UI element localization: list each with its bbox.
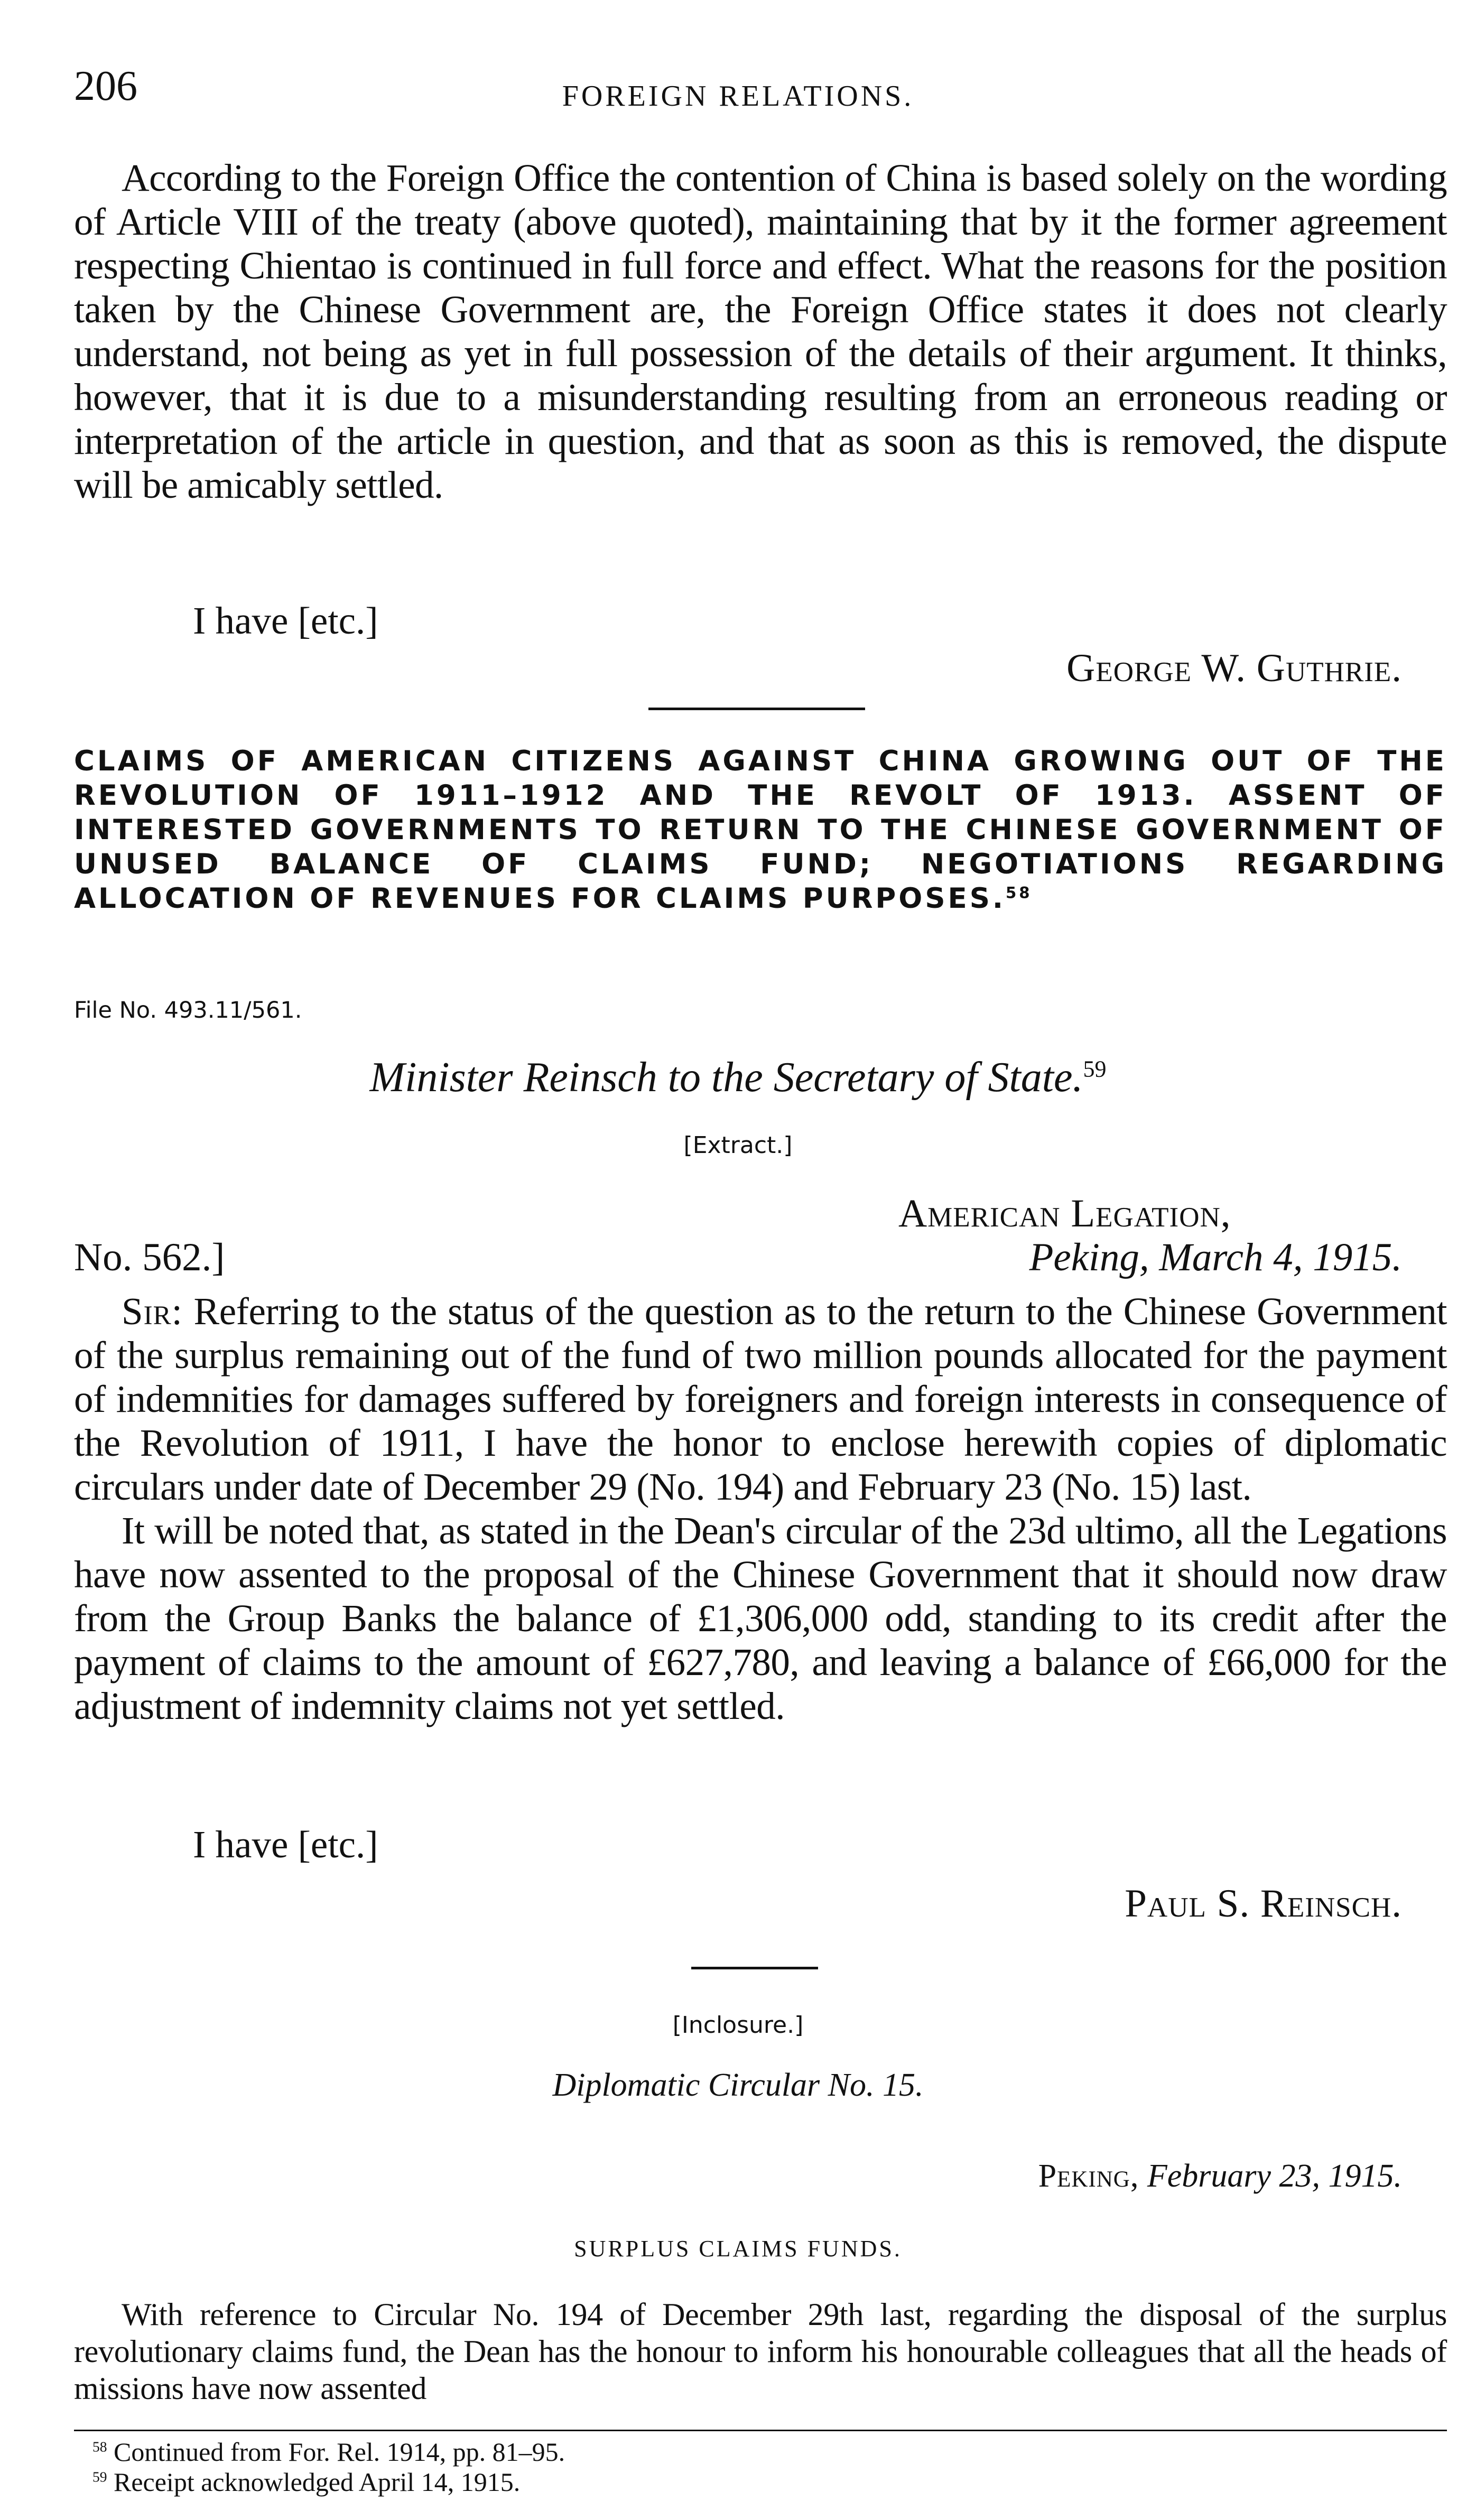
opening-text-block (74, 156, 1447, 507)
letter-paragraph-2: It will be noted that, as stated in the Dean's circular of the 23d ultimo, all the Legations have now assented to the proposal of the Chinese Government that it should now draw from the Group Banks the balance of £1,306,000 odd, standing to its credit after the payment of claims to the amount of £627,780, and leaving a balance of £66,000 for the adjustment of indemnity claims not yet settled. (74, 1509, 1447, 1727)
section-divider-rule (648, 708, 865, 710)
page-number: 206 (74, 63, 137, 109)
opening-signature: George W. Guthrie. (1066, 646, 1402, 690)
letter-signature: Paul S. Reinsch. (1125, 1882, 1402, 1926)
letter-paragraph-1 (74, 1289, 1447, 1509)
inclosure-paragraph: With reference to Circular No. 194 of December 29th last, regarding the disposal of the surplus revolutionary claims fund, the Dean has the honour to inform his honourable colleagues that all the heads of missions have now assented (74, 2297, 1447, 2406)
inclosure-date: February 23, 1915. (1147, 2158, 1402, 2194)
section-heading-text: CLAIMS OF AMERICAN CITIZENS AGAINST CHINA GROWING OUT OF THE REVOLUTION OF 1911–1912 AND THE REVOLT OF 1913. ASSENT OF INTERESTED GOVERNMENTS TO RETURN TO THE CHINESE GOVERNMENT OF UNUSED BALANCE OF CLAIMS FUND; NEGOTIATIONS REGARDING ALLOCATION OF REVENUES FOR CLAIMS PURPOSES. (74, 745, 1447, 915)
footnote-mark: 58 (92, 2438, 107, 2455)
footnote-59 (92, 2467, 565, 2497)
footnote-58 (92, 2437, 565, 2467)
inclosure-place: Peking, (1038, 2158, 1139, 2194)
letter-title-text: Minister Reinsch to the Secretary of State. (369, 1054, 1083, 1101)
inclosure-divider-rule (691, 1967, 818, 1969)
running-title: FOREIGN RELATIONS. (562, 80, 914, 113)
opening-closing: I have [etc.] (193, 599, 378, 642)
section-heading (74, 744, 1447, 916)
inclosure-dateline (1038, 2157, 1402, 2195)
opening-paragraph: According to the Foreign Office the contention of China is based solely on the wording of Article VIII of the treaty (above quoted), maintaining that by it the former agreement respecting Chientao is continued in full force and effect. What the reasons for the position taken by the Chinese Government are, the Foreign Office states it does not clearly understand, not being as yet in full possession of the details of their argument. It thinks, however, that it is due to a misunderstanding resulting from an erroneous reading or interpretation of the article in question, and that as soon as this is removed, the dispute will be amicably settled. (74, 156, 1447, 506)
extract-label: [Extract.] (683, 1132, 793, 1159)
letter-body (74, 1289, 1447, 1728)
inclosure-text-block (74, 2296, 1447, 2407)
letter-number: No. 562.] (74, 1235, 225, 1279)
letter-date: Peking, March 4, 1915. (1029, 1235, 1402, 1279)
footnote-rule (74, 2430, 1447, 2431)
footnote-text: Receipt acknowledged April 14, 1915. (114, 2467, 521, 2497)
salutation: Sir: (122, 1290, 183, 1333)
inclosure-subheading: SURPLUS CLAIMS FUNDS. (574, 2236, 902, 2262)
footnote-mark: 59 (92, 2468, 107, 2485)
footnote-text: Continued from For. Rel. 1914, pp. 81–95. (114, 2437, 565, 2467)
letter-paragraph-1-text: Referring to the status of the question as to the return to the Chinese Government of the surplus remaining out of the fund of two million pounds allocated for the payment of indemnities for damages suffered by foreigners and foreign interests in consequence of the Revolution of 1911, I have the honor to enclose herewith copies of diplomatic circulars under date of December 29 (No. 194) and February 23 (No. 15) last. (74, 1290, 1447, 1508)
file-number: File No. 493.11/561. (74, 997, 302, 1024)
footnote-ref-59: 59 (1083, 1056, 1107, 1082)
inclosure-title: Diplomatic Circular No. 15. (552, 2067, 924, 2103)
footnotes (92, 2437, 565, 2497)
letter-place: American Legation, (898, 1192, 1231, 1235)
letter-closing: I have [etc.] (193, 1823, 378, 1866)
inclosure-label: [Inclosure.] (672, 2012, 804, 2039)
footnote-ref-58: 58 (1006, 884, 1033, 902)
letter-title (0, 1053, 1476, 1102)
